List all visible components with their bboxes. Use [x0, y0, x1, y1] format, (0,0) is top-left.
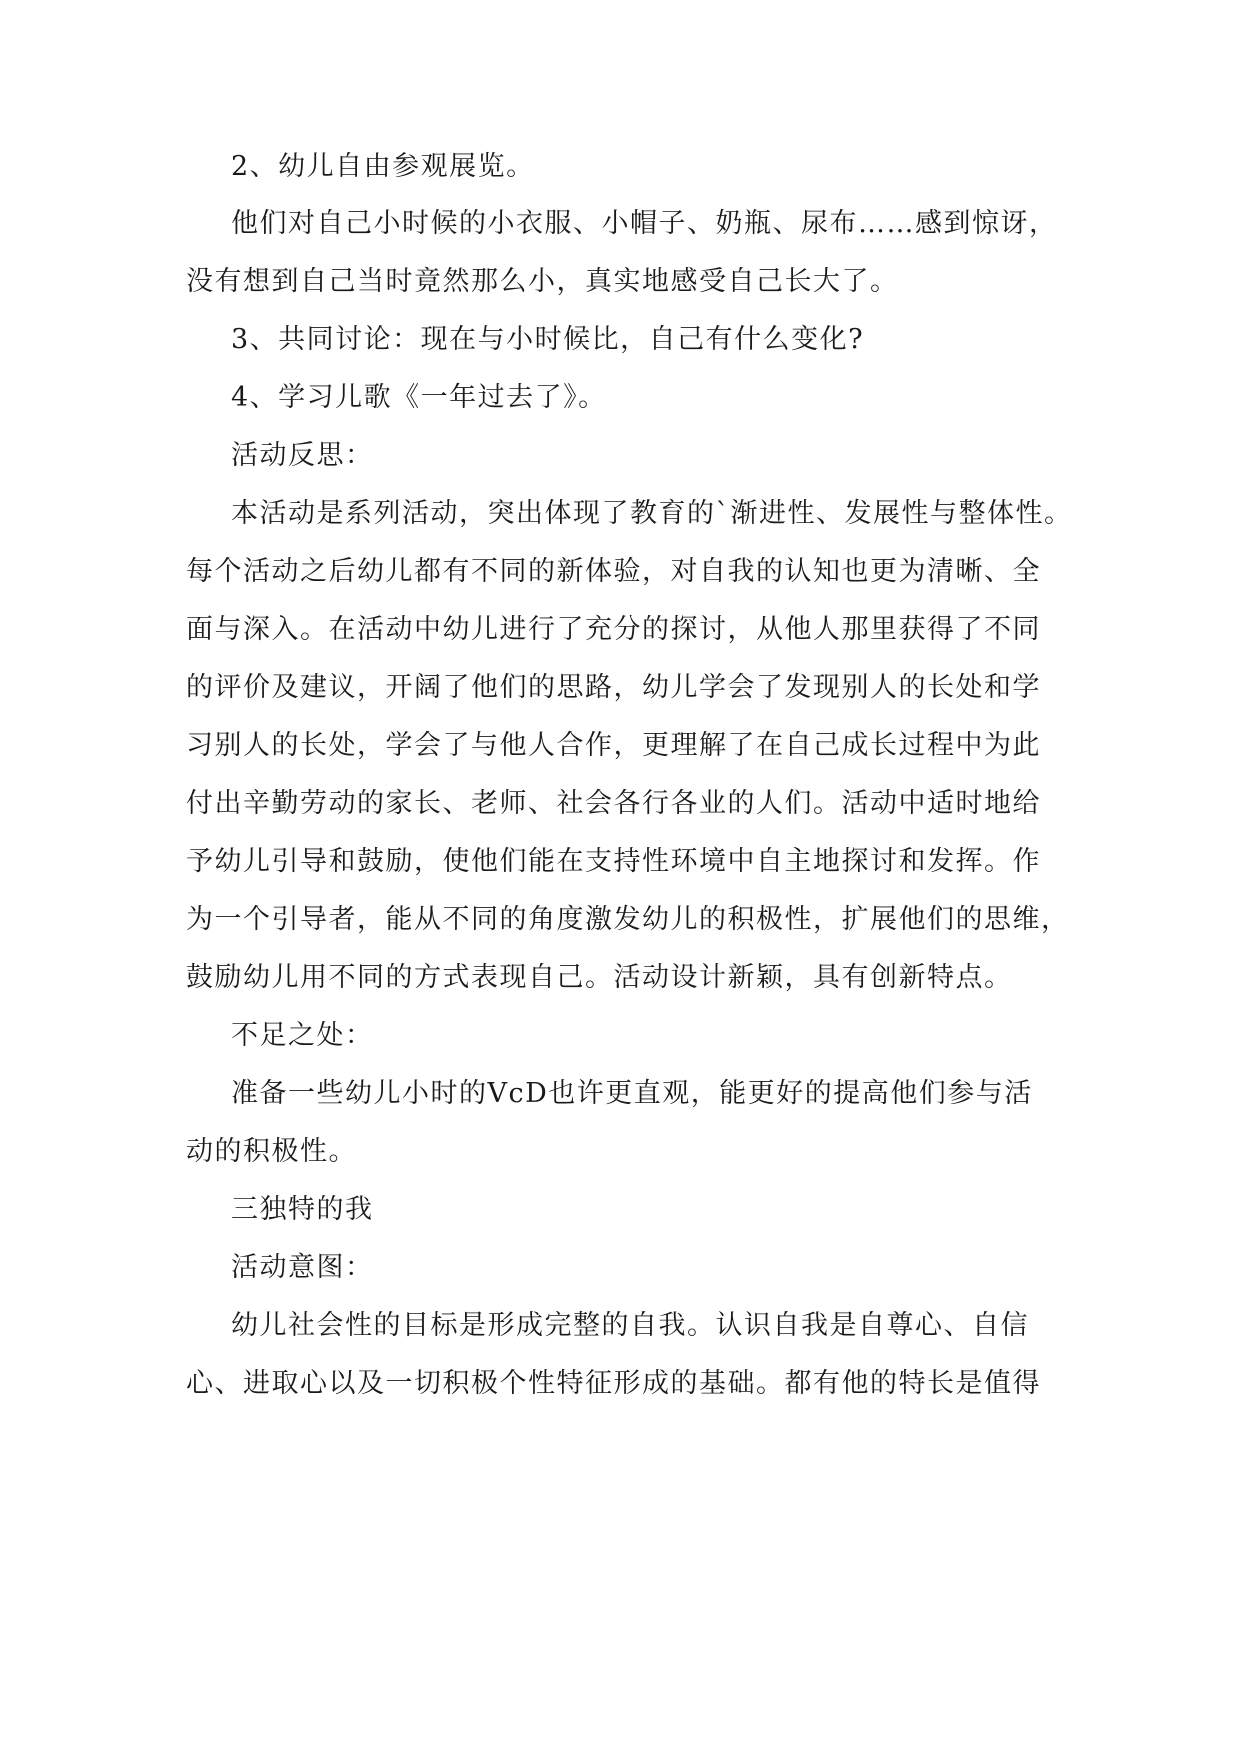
paragraph-line: 的评价及建议，开阔了他们的思路，幼儿学会了发现别人的长处和学 [186, 672, 1041, 703]
paragraph-line: 没有想到自己当时竟然那么小，真实地感受自己长大了。 [186, 266, 899, 297]
paragraph-step-2: 2、幼儿自由参观展览。 [231, 151, 535, 182]
section-heading-reflection: 活动反思： [231, 440, 374, 471]
paragraph-line: 幼儿社会性的目标是形成完整的自我。认识自我是自尊心、自信 [231, 1310, 1029, 1341]
paragraph-line: 他们对自己小时候的小衣服、小帽子、奶瓶、尿布……感到惊讶， [231, 208, 1058, 239]
paragraph-line: 本活动是系列活动，突出体现了教育的`渐进性、发展性与整体性。 [231, 498, 1073, 529]
paragraph-line: 为一个引导者，能从不同的角度激发幼儿的积极性，扩展他们的思维， [186, 904, 1070, 935]
paragraph-line: 习别人的长处，学会了与他人合作，更理解了在自己成长过程中为此 [186, 730, 1041, 761]
paragraph-line: 面与深入。在活动中幼儿进行了充分的探讨，从他人那里获得了不同 [186, 614, 1041, 645]
section-heading-shortcomings: 不足之处： [231, 1020, 374, 1051]
paragraph-line: 动的积极性。 [186, 1136, 357, 1167]
paragraph-line: 准备一些幼儿小时的VcD也许更直观，能更好的提高他们参与活 [231, 1078, 1033, 1109]
section-heading-unique-me: 三独特的我 [231, 1194, 374, 1225]
section-heading-intent: 活动意图： [231, 1252, 374, 1283]
paragraph-line: 每个活动之后幼儿都有不同的新体验，对自我的认知也更为清晰、全 [186, 556, 1041, 587]
paragraph-step-4: 4、学习儿歌《一年过去了》。 [231, 382, 607, 413]
paragraph-line: 予幼儿引导和鼓励，使他们能在支持性环境中自主地探讨和发挥。作 [186, 846, 1041, 877]
paragraph-line: 付出辛勤劳动的家长、老师、社会各行各业的人们。活动中适时地给 [186, 788, 1041, 819]
paragraph-line: 鼓励幼儿用不同的方式表现自己。活动设计新颖，具有创新特点。 [186, 962, 1013, 993]
paragraph-line: 心、进取心以及一切积极个性特征形成的基础。都有他的特长是值得 [186, 1368, 1041, 1399]
paragraph-step-3: 3、共同讨论：现在与小时候比，自己有什么变化? [231, 324, 865, 355]
